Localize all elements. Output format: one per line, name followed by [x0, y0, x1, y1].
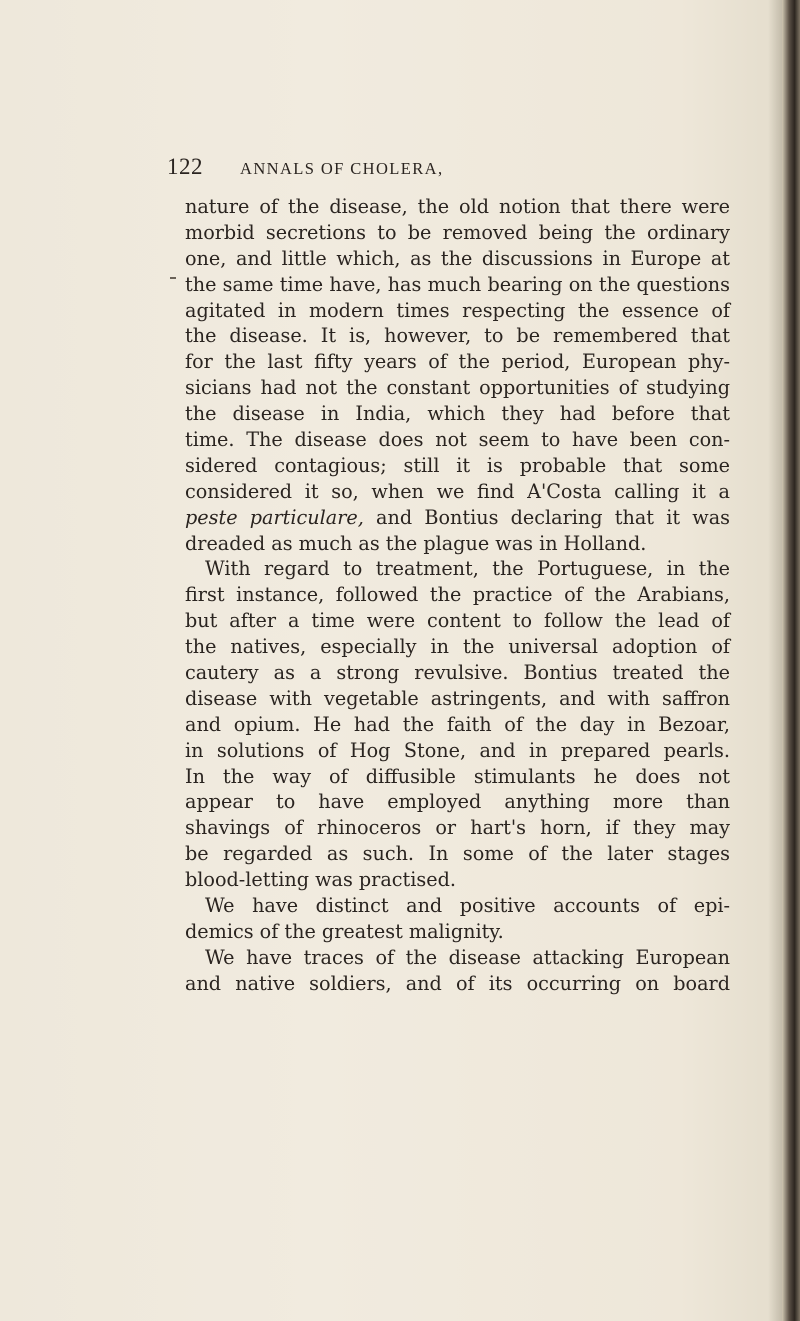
- text-line: and opium. He had the faith of the day in Bezoar,: [185, 712, 730, 736]
- paragraph-start-line: We have distinct and positive accounts of epi-: [205, 894, 730, 918]
- body-text: [185, 194, 730, 997]
- running-head: ANNALS OF CHOLERA,: [240, 159, 444, 178]
- text-line: in solutions of Hog Stone, and in prepared pearls.: [185, 738, 730, 762]
- text-line: time. The disease does not seem to have been con-: [185, 428, 730, 452]
- text-line: the disease in India, which they had before that: [185, 402, 730, 426]
- text-line: dreaded as much as the plague was in Holland.: [185, 531, 647, 555]
- margin-mark: [170, 277, 176, 279]
- text-line: first instance, followed the practice of the Arabians,: [185, 583, 730, 607]
- text-line: sidered contagious; still it is probable that some: [185, 453, 730, 477]
- text-line: but after a time were content to follow the lead of: [185, 609, 730, 633]
- text-line: be regarded as such. In some of the later stages: [185, 842, 730, 866]
- text-line: disease with vegetable astringents, and with saffron: [185, 686, 730, 710]
- text-line: blood-letting was practised.: [185, 868, 456, 892]
- text-line: one, and little which, as the discussions in Europe at: [185, 246, 730, 270]
- text-line: nature of the disease, the old notion that there were: [185, 195, 730, 218]
- page-gutter-shadow: [768, 0, 782, 1321]
- text-line: In the way of diffusible stimulants he does not: [185, 764, 730, 788]
- text-line: for the last fifty years of the period, European phy-: [185, 350, 730, 374]
- text-line: the disease. It is, however, to be remembered that: [185, 324, 730, 348]
- text-line: the same time have, has much bearing on the questions: [185, 272, 730, 296]
- page-number: 122: [167, 154, 203, 179]
- italic-phrase: peste particulare,: [185, 505, 364, 529]
- text-line: morbid secretions to be removed being the ordinary: [185, 220, 730, 244]
- text-line: shavings of rhinoceros or hart's horn, if they may: [185, 816, 730, 840]
- text-line: agitated in modern times respecting the essence of: [185, 298, 730, 322]
- text-line: considered it so, when we find A'Costa calling it a: [185, 479, 730, 503]
- text-line: and native soldiers, and of its occurring on board: [185, 971, 730, 995]
- paragraph-start-line: We have traces of the disease attacking European: [205, 945, 730, 969]
- text-line: appear to have employed anything more than: [185, 790, 730, 814]
- text-line-rest: and Bontius declaring that it was: [363, 505, 730, 529]
- text-line: the natives, especially in the universal adoption of: [185, 635, 730, 659]
- text-line: [185, 505, 730, 531]
- text-line: cautery as a strong revulsive. Bontius treated the: [185, 661, 730, 685]
- paragraph-start-line: With regard to treatment, the Portuguese, in the: [205, 557, 730, 581]
- text-line: sicians had not the constant opportunities of studying: [185, 376, 730, 400]
- text-line: demics of the greatest malignity.: [185, 919, 504, 943]
- book-edge: [782, 0, 800, 1321]
